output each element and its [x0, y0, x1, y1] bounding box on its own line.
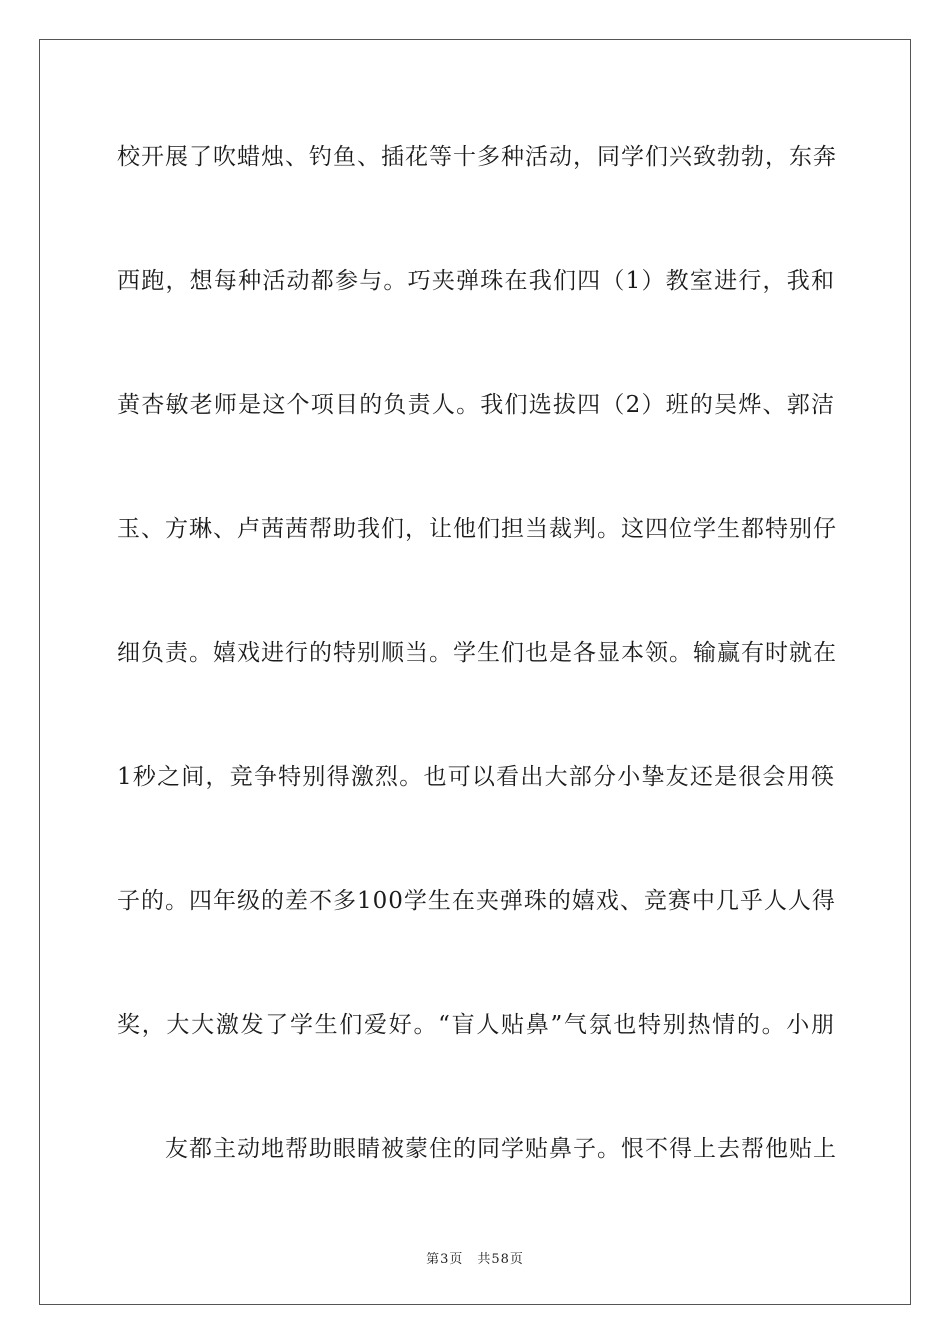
document-body [117, 126, 835, 1242]
text-line: 1秒之间，竞争特别得激烈。也可以看出大部分小挚友还是很会用筷 [117, 764, 835, 790]
page-number: 第3页 [426, 1252, 464, 1267]
page-footer [0, 1248, 950, 1267]
text-line: 玉、方琳、卢茜茜帮助我们，让他们担当裁判。这四位学生都特别仔 [117, 516, 837, 542]
text-line: 细负责。嬉戏进行的特别顺当。学生们也是各显本领。输赢有时就在 [117, 640, 837, 666]
text-line: 黄杏敏老师是这个项目的负责人。我们选拔四（2）班的吴烨、郭洁 [117, 392, 835, 418]
text-line: 校开展了吹蜡烛、钓鱼、插花等十多种活动，同学们兴致勃勃，东奔 [117, 144, 837, 170]
text-line: 西跑，想每种活动都参与。巧夹弹珠在我们四（1）教室进行，我和 [117, 268, 835, 294]
page-total: 共58页 [477, 1252, 524, 1267]
text-line: 友都主动地帮助眼睛被蒙住的同学贴鼻子。恨不得上去帮他贴上 [165, 1136, 837, 1162]
text-line: 子的。四年级的差不多100学生在夹弹珠的嬉戏、竞赛中几乎人人得 [117, 888, 836, 914]
text-line: 奖，大大激发了学生们爱好。“盲人贴鼻”气氛也特别热情的。小朋 [117, 1012, 835, 1038]
